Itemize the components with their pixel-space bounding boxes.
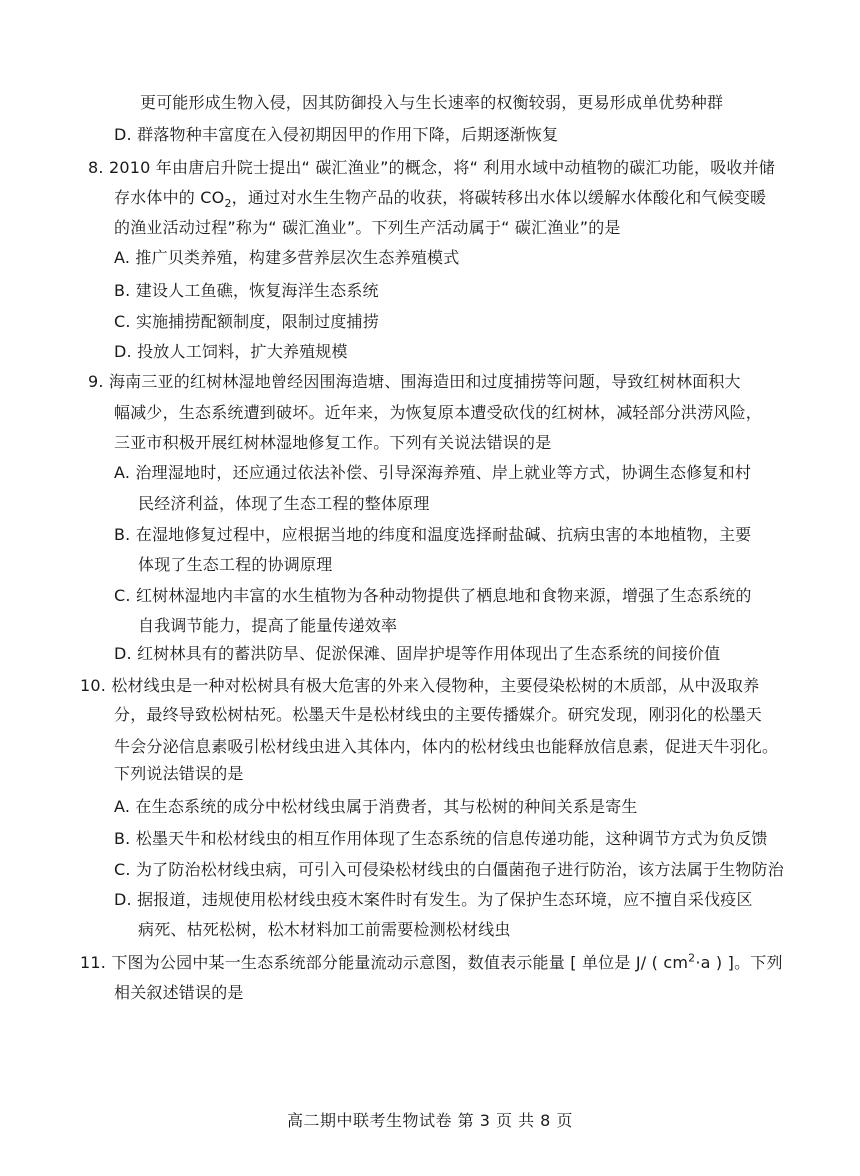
q11-stem-line1: 11. 下图为公园中某一生态系统部分能量流动示意图，数值表示能量 [ 单位是 J/ ( $cm^2\cdot a$ ) ]。下列 <box>80 951 783 972</box>
q9-option-c-line1: C. 红树林湿地内丰富的水生植物为各种动物提供了栖息地和食物来源，增强了生态系统的 <box>114 586 752 605</box>
q9-stem-line2: 幅减少，生态系统遭到破坏。近年来，为恢复原本遭受砍伐的红树林，减轻部分洪涝风险， <box>114 403 763 422</box>
q10-option-c: C. 为了防治松材线虫病，可引入可侵染松材线虫的白僵菌孢子进行防治，该方法属于生物防治 <box>114 860 784 879</box>
q10-stem-line3: 牛会分泌信息素吸引松材线虫进入其体内，体内的松材线虫也能释放信息素，促进天牛羽化。 <box>114 737 779 756</box>
q9-option-c-line2: 自我调节能力，提高了能量传递效率 <box>138 616 398 635</box>
q9-option-d: D. 红树林具有的蓄洪防旱、促淤保滩、固岸护堤等作用体现出了生态系统的间接价值 <box>114 644 721 663</box>
q9-stem-line3: 三亚市积极开展红树林湿地修复工作。下列有关说法错误的是 <box>114 433 552 452</box>
q10-option-d-line2: 病死、枯死松树，松木材料加工前需要检测松材线虫 <box>138 920 511 939</box>
q10-option-a: A. 在生态系统的成分中松材线虫属于消费者，其与松树的种间关系是寄生 <box>114 797 638 816</box>
page-footer: 高二期中联考生物试卷 第 3 页 共 8 页 <box>287 1111 573 1130</box>
q11-stem-line2: 相关叙述错误的是 <box>114 983 244 1002</box>
q9-option-b-line1: B. 在湿地修复过程中，应根据当地的纬度和温度选择耐盐碱、抗病虫害的本地植物，主要 <box>114 525 752 544</box>
q8-stem-line2: 存水体中的 $CO_2$，通过对水生生物产品的收获，将碳转移出水体以缓解水体酸化和气候变暖 <box>114 188 767 211</box>
q8-option-a: A. 推广贝类养殖，构建多营养层次生态养殖模式 <box>114 248 460 267</box>
q10-option-b: B. 松墨天牛和松材线虫的相互作用体现了生态系统的信息传递功能，这种调节方式为负反馈 <box>114 829 768 848</box>
q8-option-d: D. 投放人工饲料，扩大养殖规模 <box>114 342 348 361</box>
q10-stem-line4: 下列说法错误的是 <box>114 764 244 783</box>
q8-stem-line3: 的渔业活动过程”称为“ 碳汇渔业”。下列生产活动属于“ 碳汇渔业”的是 <box>114 218 621 237</box>
q8-option-c: C. 实施捕捞配额制度，限制过度捕捞 <box>114 312 379 331</box>
q8-option-b: B. 建设人工鱼礁，恢复海洋生态系统 <box>114 281 379 300</box>
q7-option-d: D. 群落物种丰富度在入侵初期因甲的作用下降，后期逐渐恢复 <box>114 125 559 144</box>
q10-option-d-line1: D. 据报道，违规使用松材线虫疫木案件时有发生。为了保护生态环境，应不擅自采伐疫区 <box>114 890 753 909</box>
q10-stem-line2: 分，最终导致松树枯死。松墨天牛是松材线虫的主要传播媒介。研究发现，刚羽化的松墨天 <box>114 705 763 724</box>
q9-option-b-line2: 体现了生态工程的协调原理 <box>138 555 333 574</box>
q10-stem-line1: 10. 松材线虫是一种对松树具有极大危害的外来入侵物种，主要侵染松树的木质部，从中汲取养 <box>80 676 760 695</box>
q9-option-a-line2: 民经济利益，体现了生态工程的整体原理 <box>138 494 430 513</box>
q7-continuation-line: 更可能形成生物入侵，因其防御投入与生长速率的权衡较弱，更易形成单优势种群 <box>140 93 724 112</box>
q8-stem-line1: 8. 2010 年由唐启升院士提出“ 碳汇渔业”的概念，将“ 利用水域中动植物的碳汇功能，吸收并储 <box>88 158 775 177</box>
q9-stem-line1: 9. 海南三亚的红树林湿地曾经因围海造塘、围海造田和过度捕捞等问题，导致红树林面积大 <box>88 372 741 391</box>
q9-option-a-line1: A. 治理湿地时，还应通过依法补偿、引导深海养殖、岸上就业等方式，协调生态修复和村 <box>114 463 752 482</box>
